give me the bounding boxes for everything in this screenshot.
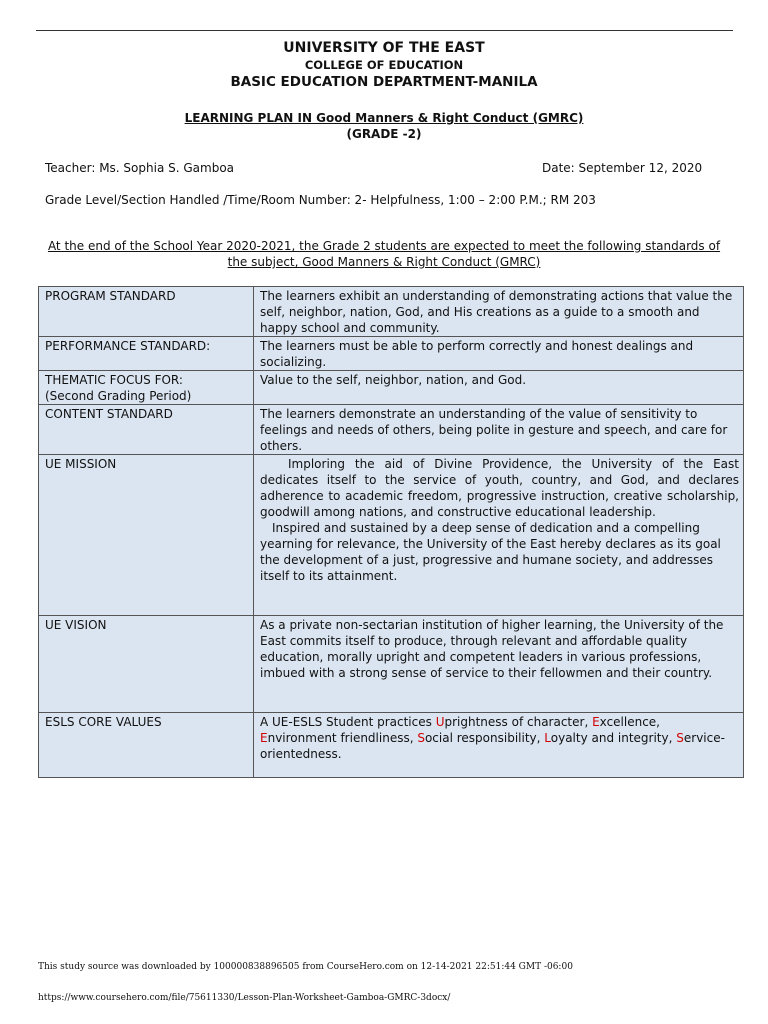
table-row-vision bbox=[39, 616, 744, 713]
department-name: BASIC EDUCATION DEPARTMENT-MANILA bbox=[230, 74, 538, 90]
mission-cell bbox=[254, 455, 744, 616]
thematic-focus-label-line2: (Second Grading Period) bbox=[45, 389, 192, 403]
core-value-rest: ervice-orientedness. bbox=[260, 731, 725, 761]
core-value-letter: U bbox=[435, 715, 445, 729]
plan-title: LEARNING PLAN IN Good Manners & Right Conduct (GMRC) bbox=[184, 111, 584, 125]
content-standard-label: CONTENT STANDARD bbox=[39, 405, 254, 455]
table-row-thematic-focus bbox=[39, 371, 744, 405]
source-url[interactable]: https://www.coursehero.com/file/75611330/Lesson-Plan-Worksheet-Gamboa-GMRC-3docx/ bbox=[38, 993, 451, 1003]
thematic-focus-label-line1: THEMATIC FOCUS FOR: bbox=[45, 373, 183, 387]
table-row-core-values bbox=[39, 713, 744, 778]
vision-text: As a private non-sectarian institution of higher learning, the University of the East commits itself to produce, through relevant and affordable quality education, morally upright and competent leaders in various professions, imbued with a strong sense of service to their fellowmen and their country. bbox=[254, 616, 744, 713]
standards-table bbox=[38, 286, 744, 778]
core-values-label: ESLS CORE VALUES bbox=[39, 713, 254, 778]
core-value-rest: nvironment friendliness, bbox=[267, 731, 418, 745]
table-row-mission bbox=[39, 455, 744, 616]
table-row-content-standard bbox=[39, 405, 744, 455]
program-standard-text: The learners exhibit an understanding of demonstrating actions that value the self, neighbor, nation, God, and His creations as a guide to a smooth and happy school and community. bbox=[254, 287, 744, 337]
teacher-line: Teacher: Ms. Sophia S. Gamboa bbox=[45, 161, 235, 175]
performance-standard-text: The learners must be able to perform correctly and honest dealings and socializing. bbox=[254, 337, 744, 371]
date-line: Date: September 12, 2020 bbox=[542, 161, 703, 175]
grade-section-line: Grade Level/Section Handled /Time/Room Number: 2- Helpfulness, 1:00 – 2:00 P.M.; RM 203 bbox=[45, 193, 596, 207]
table-row-performance-standard bbox=[39, 337, 744, 371]
top-rule bbox=[36, 30, 733, 31]
university-name: UNIVERSITY OF THE EAST bbox=[283, 40, 485, 56]
mission-paragraph-1: Imploring the aid of Divine Providence, the University of the East dedicates itself to the service of youth, country, and God, and declares adherence to academic freedom, progressive instruction, creative scholarship, goodwill among nations, and constructive educational leadership. bbox=[260, 457, 739, 519]
college-name: COLLEGE OF EDUCATION bbox=[304, 58, 464, 72]
performance-standard-label: PERFORMANCE STANDARD: bbox=[39, 337, 254, 371]
thematic-focus-text: Value to the self, neighbor, nation, and God. bbox=[254, 371, 744, 405]
thematic-focus-label bbox=[39, 371, 254, 405]
mission-paragraph-2: Inspired and sustained by a deep sense of dedication and a compelling yearning for relevance, the University of the East hereby declares as its goal the development of a just, progressive and humane society, and addresses itself to its attainment. bbox=[260, 521, 721, 583]
program-standard-label: PROGRAM STANDARD bbox=[39, 287, 254, 337]
mission-label: UE MISSION bbox=[39, 455, 254, 616]
table-row-program-standard bbox=[39, 287, 744, 337]
core-value-rest: xcellence, bbox=[599, 715, 660, 729]
core-value-letter: L bbox=[544, 731, 551, 745]
standards-statement: At the end of the School Year 2020-2021, the Grade 2 students are expected to meet the following standards of the subject, Good Manners & Right Conduct (GMRC) bbox=[47, 239, 721, 269]
grade-label: (GRADE -2) bbox=[346, 127, 422, 141]
core-values-text bbox=[254, 713, 744, 778]
content-standard-text: The learners demonstrate an understanding of the value of sensitivity to feelings and needs of others, being polite in gesture and speech, and care for others. bbox=[254, 405, 744, 455]
core-value-rest: ocial responsibility, bbox=[424, 731, 545, 745]
core-values-intro: A UE-ESLS Student practices bbox=[260, 715, 436, 729]
vision-label: UE VISION bbox=[39, 616, 254, 713]
core-value-rest: oyalty and integrity, bbox=[550, 731, 677, 745]
download-notice: This study source was downloaded by 100000838896505 from CourseHero.com on 12-14-2021 22:51:44 GMT -06:00 bbox=[38, 962, 573, 972]
core-value-letter: E bbox=[260, 731, 268, 745]
core-value-letter: S bbox=[676, 731, 684, 745]
core-value-letter: S bbox=[417, 731, 425, 745]
core-value-rest: prightness of character, bbox=[444, 715, 593, 729]
core-value-letter: E bbox=[592, 715, 600, 729]
